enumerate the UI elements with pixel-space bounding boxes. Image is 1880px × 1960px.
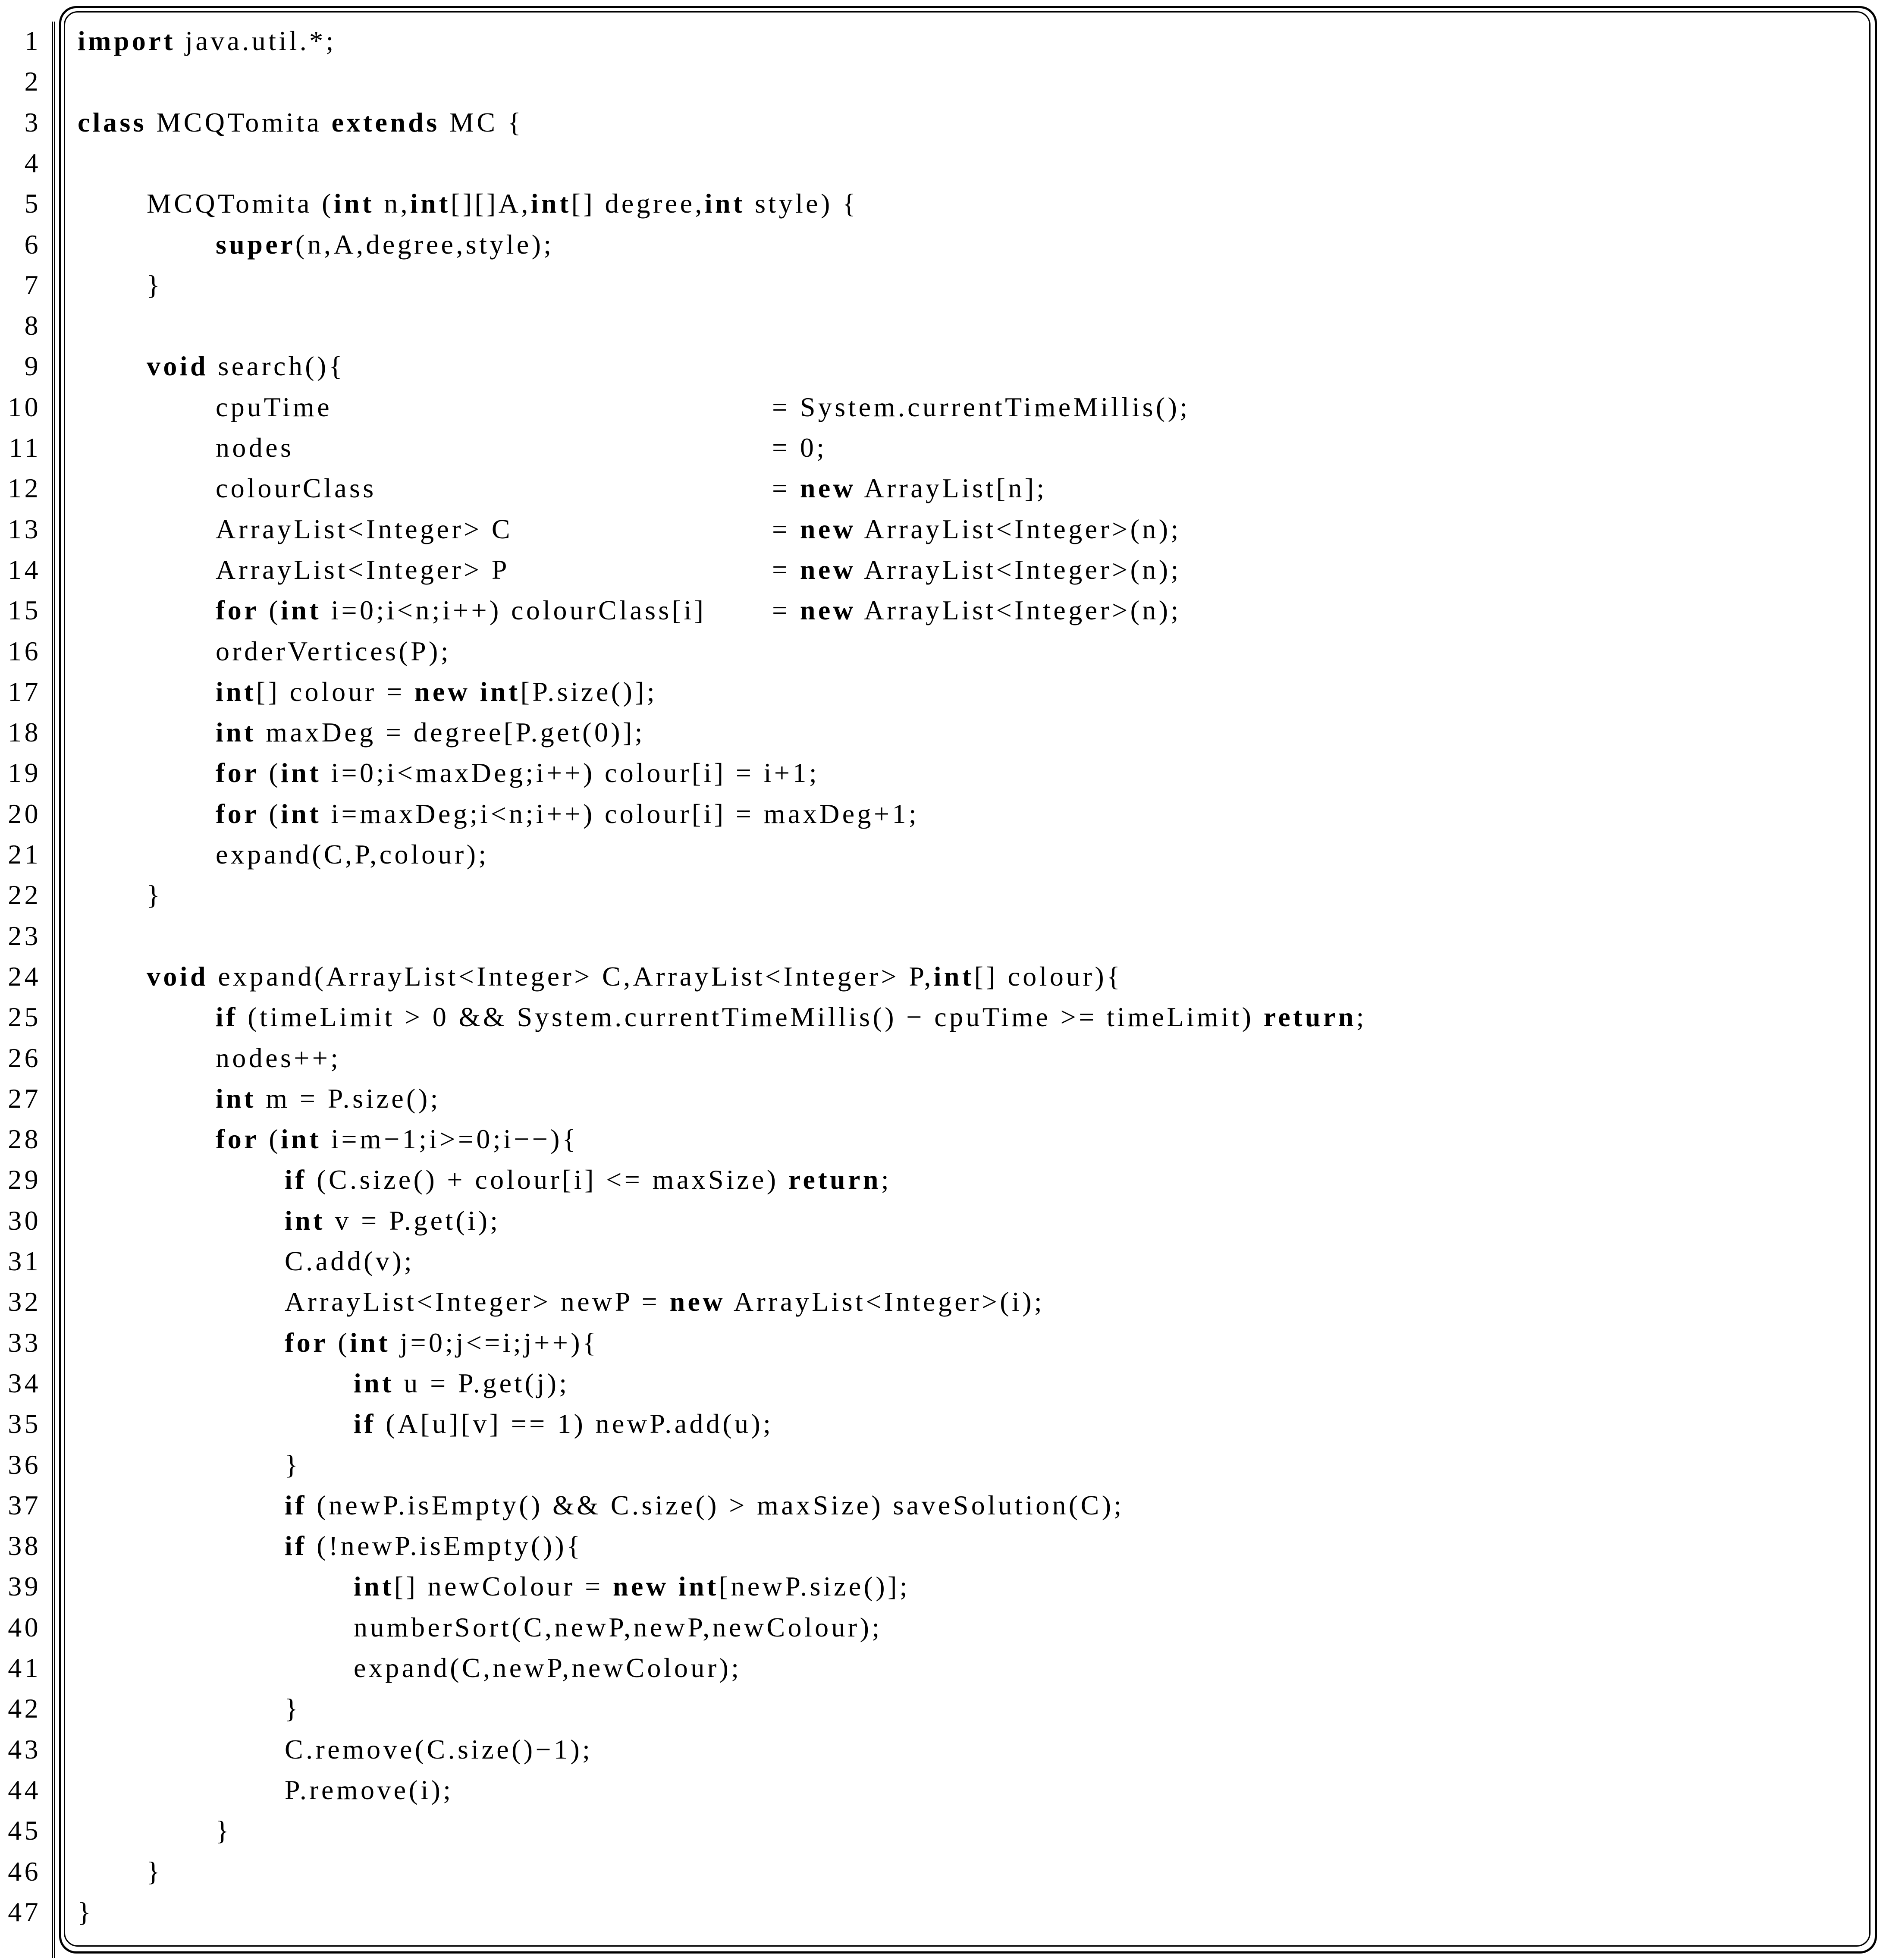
line-number: 15 [8, 595, 41, 626]
code-token: [][]A, [450, 188, 531, 219]
keyword: new [613, 1571, 669, 1602]
keyword: return [788, 1164, 881, 1195]
keyword: new [800, 513, 856, 544]
code-text [354, 1648, 741, 1688]
code-text [285, 1159, 891, 1200]
line-number: 29 [8, 1164, 41, 1195]
code-line [0, 1200, 1880, 1241]
keyword: for [216, 757, 259, 788]
code-token: = [772, 595, 800, 626]
code-token [470, 676, 480, 707]
code-line [0, 834, 1880, 875]
line-number: 7 [24, 269, 41, 300]
line-number: 11 [9, 432, 41, 463]
code-token: P.remove(i); [285, 1774, 454, 1805]
keyword: new [800, 595, 856, 626]
code-line [0, 265, 1880, 305]
line-number: 24 [8, 961, 41, 992]
code-token: MCQTomita [147, 107, 332, 138]
code-line [0, 1770, 1880, 1810]
code-token: i=0;i<n;i++) colourClass[i] [321, 595, 706, 626]
code-line [0, 468, 1880, 509]
code-token: j=0;j<=i;j++){ [390, 1327, 599, 1358]
code-token: ( [259, 1124, 281, 1155]
aligned-assignment [772, 509, 1181, 550]
code-token: ArrayList<Integer>(n); [856, 595, 1181, 626]
keyword: super [216, 229, 295, 260]
code-text [216, 1119, 578, 1159]
line-number: 43 [8, 1734, 41, 1765]
code-token: colourClass [216, 473, 377, 504]
code-token: [] newColour = [394, 1571, 613, 1602]
code-token: C.add(v); [285, 1246, 415, 1276]
line-number: 16 [8, 635, 41, 666]
line-number: 37 [8, 1489, 41, 1520]
line-number: 32 [8, 1286, 41, 1317]
code-token: expand(ArrayList<Integer> C,ArrayList<Integer> P, [208, 961, 934, 992]
code-text [216, 550, 510, 590]
code-token: n, [374, 188, 410, 219]
code-text [216, 387, 332, 427]
line-number: 9 [24, 351, 41, 382]
code-line [0, 1688, 1880, 1729]
code-text [78, 1892, 94, 1932]
code-line [0, 753, 1880, 793]
keyword: int [354, 1367, 394, 1398]
code-token: ; [1356, 1002, 1367, 1033]
code-line [0, 916, 1880, 956]
code-line [0, 224, 1880, 265]
code-text [285, 1688, 301, 1729]
code-text [285, 1200, 500, 1241]
line-number: 33 [8, 1327, 41, 1358]
code-token: numberSort(C,newP,newP,newColour); [354, 1611, 882, 1643]
keyword: if [285, 1164, 307, 1195]
keyword: return [1263, 1002, 1356, 1033]
line-number: 36 [8, 1449, 41, 1480]
code-token: (newP.isEmpty() && C.size() > maxSize) saveSolution(C); [307, 1489, 1124, 1520]
code-text [285, 1770, 453, 1810]
code-line [0, 427, 1880, 468]
code-token: m = P.size(); [256, 1083, 441, 1114]
code-token: } [147, 269, 163, 300]
keyword: int [350, 1327, 390, 1358]
code-text [216, 631, 451, 672]
code-text [147, 875, 163, 915]
keyword: void [147, 351, 208, 382]
keyword: int [410, 188, 451, 219]
code-line [0, 1241, 1880, 1282]
code-text [354, 1607, 882, 1648]
keyword: int [704, 188, 745, 219]
keyword: new [414, 676, 471, 707]
code-token: nodes [216, 432, 294, 463]
code-text [147, 346, 345, 386]
code-line [0, 1038, 1880, 1078]
code-line [0, 1566, 1880, 1607]
code-text [285, 1322, 599, 1363]
line-number: 20 [8, 798, 41, 829]
code-text [216, 224, 554, 265]
keyword: int [216, 1083, 256, 1114]
keyword: for [285, 1327, 328, 1358]
code-token [669, 1571, 678, 1602]
code-line [0, 387, 1880, 427]
keyword: int [530, 188, 571, 219]
line-number: 19 [8, 757, 41, 788]
code-text [216, 997, 1367, 1037]
code-line [0, 305, 1880, 346]
code-token: ArrayList<Integer> P [216, 554, 510, 585]
code-text [354, 1404, 773, 1444]
keyword: int [933, 961, 974, 992]
code-token: ArrayList<Integer>(n); [856, 513, 1181, 544]
aligned-assignment [772, 427, 827, 468]
code-token: ArrayList<Integer> C [216, 513, 513, 544]
code-text [216, 427, 294, 468]
line-number: 40 [8, 1611, 41, 1643]
aligned-assignment [772, 550, 1181, 590]
keyword: int [281, 1124, 321, 1155]
code-text [216, 1810, 232, 1851]
keyword: if [354, 1408, 376, 1439]
line-number: 17 [8, 676, 41, 707]
line-number: 23 [8, 920, 41, 951]
code-line [0, 102, 1880, 143]
line-number: 39 [8, 1571, 41, 1602]
code-line [0, 143, 1880, 183]
code-text [354, 1363, 569, 1404]
code-line [0, 1729, 1880, 1770]
code-token: java.util.*; [175, 25, 336, 56]
line-number: 42 [8, 1693, 41, 1724]
code-token: (n,A,degree,style); [295, 229, 554, 260]
keyword: int [354, 1571, 394, 1602]
code-line [0, 183, 1880, 224]
code-token: = 0; [772, 432, 827, 463]
line-number: 18 [8, 717, 41, 748]
code-token: } [147, 879, 163, 911]
code-text [216, 753, 819, 793]
code-token: = System.currentTimeMillis(); [772, 391, 1190, 422]
code-token: expand(C,newP,newColour); [354, 1652, 742, 1683]
line-number: 30 [8, 1205, 41, 1236]
code-line [0, 672, 1880, 712]
code-line [0, 21, 1880, 61]
code-text [147, 1851, 163, 1892]
code-token: maxDeg = degree[P.get(0)]; [256, 717, 645, 748]
code-line [0, 1892, 1880, 1932]
line-number: 6 [24, 229, 41, 260]
aligned-assignment [772, 590, 1181, 631]
keyword: int [281, 595, 321, 626]
code-text [216, 468, 377, 509]
code-line [0, 1810, 1880, 1851]
code-text [78, 21, 336, 61]
code-text [285, 1282, 1045, 1322]
line-number: 41 [8, 1652, 41, 1683]
code-line [0, 1322, 1880, 1363]
line-number: 46 [8, 1856, 41, 1887]
code-token: [P.size()]; [520, 676, 658, 707]
code-token: ArrayList<Integer>(n); [856, 554, 1181, 585]
code-line [0, 1078, 1880, 1119]
code-text [216, 794, 919, 834]
code-token: = [772, 554, 800, 585]
line-number: 12 [8, 473, 41, 504]
code-line [0, 1851, 1880, 1892]
line-number: 8 [24, 310, 41, 341]
code-text [216, 834, 489, 875]
code-line [0, 875, 1880, 915]
code-line [0, 590, 1880, 631]
line-number: 5 [24, 188, 41, 219]
code-token: ; [881, 1164, 892, 1195]
code-token: (A[u][v] == 1) newP.add(u); [376, 1408, 774, 1439]
code-token: } [78, 1896, 94, 1927]
code-line [0, 1159, 1880, 1200]
code-text [285, 1445, 301, 1485]
code-token: [] colour = [256, 676, 414, 707]
keyword: int [480, 676, 521, 707]
code-text [216, 1078, 441, 1119]
code-token: orderVertices(P); [216, 635, 451, 666]
code-token: i=m−1;i>=0;i−−){ [321, 1124, 579, 1155]
line-number: 34 [8, 1367, 41, 1398]
line-number: 44 [8, 1774, 41, 1805]
code-token: [newP.size()]; [719, 1571, 910, 1602]
code-token: u = P.get(j); [394, 1367, 570, 1398]
keyword: new [669, 1286, 725, 1317]
code-text [285, 1526, 583, 1566]
line-number: 14 [8, 554, 41, 585]
code-token: ArrayList[n]; [856, 473, 1047, 504]
code-line [0, 712, 1880, 753]
code-token: } [216, 1815, 232, 1846]
line-number: 47 [8, 1896, 41, 1927]
line-number: 1 [24, 25, 41, 56]
code-token: cpuTime [216, 391, 333, 422]
code-token: MC { [439, 107, 524, 138]
line-number: 25 [8, 1002, 41, 1033]
line-number: 27 [8, 1083, 41, 1114]
code-line [0, 346, 1880, 386]
line-number: 26 [8, 1042, 41, 1073]
code-token: ArrayList<Integer> newP = [285, 1286, 670, 1317]
keyword: import [78, 25, 176, 56]
keyword: int [216, 676, 256, 707]
keyword: new [800, 554, 856, 585]
line-number: 45 [8, 1815, 41, 1846]
line-number: 38 [8, 1530, 41, 1561]
keyword: for [216, 595, 259, 626]
code-token: } [147, 1856, 163, 1887]
code-text [216, 712, 645, 753]
aligned-assignment [772, 387, 1190, 427]
code-text [147, 956, 1123, 997]
code-line [0, 1404, 1880, 1444]
code-text [216, 1038, 341, 1078]
line-number: 4 [24, 147, 41, 178]
code-token: } [285, 1693, 301, 1724]
keyword: int [678, 1571, 719, 1602]
code-line [0, 1445, 1880, 1485]
code-token: [] colour){ [974, 961, 1123, 992]
line-number: 35 [8, 1408, 41, 1439]
code-text [285, 1729, 593, 1770]
code-token: } [285, 1449, 301, 1480]
keyword: new [800, 473, 856, 504]
code-text [78, 102, 524, 143]
code-token: i=maxDeg;i<n;i++) colour[i] = maxDeg+1; [321, 798, 920, 829]
code-line [0, 1119, 1880, 1159]
keyword: if [285, 1530, 307, 1561]
code-text [285, 1241, 414, 1282]
line-number: 3 [24, 107, 41, 138]
code-token: style) { [745, 188, 859, 219]
code-token: ( [328, 1327, 350, 1358]
code-token: = [772, 473, 800, 504]
keyword: void [147, 961, 208, 992]
line-number: 2 [24, 66, 41, 97]
code-line [0, 1485, 1880, 1526]
keyword: int [281, 798, 321, 829]
keyword: class [78, 107, 147, 138]
line-number: 31 [8, 1246, 41, 1276]
code-token: nodes++; [216, 1042, 341, 1073]
code-text [216, 509, 513, 550]
keyword: if [216, 1002, 238, 1033]
code-token: ( [259, 595, 281, 626]
line-number: 28 [8, 1124, 41, 1155]
keyword: extends [331, 107, 440, 138]
code-line [0, 1363, 1880, 1404]
code-text [285, 1485, 1124, 1526]
code-line [0, 631, 1880, 672]
code-token: (!newP.isEmpty()){ [307, 1530, 583, 1561]
code-token: (C.size() + colour[i] <= maxSize) [307, 1164, 788, 1195]
code-token: search(){ [208, 351, 345, 382]
keyword: if [285, 1489, 307, 1520]
line-number: 10 [8, 391, 41, 422]
code-line [0, 1526, 1880, 1566]
code-line [0, 956, 1880, 997]
code-token: [] degree, [571, 188, 705, 219]
code-text [216, 672, 657, 712]
code-line [0, 1648, 1880, 1688]
keyword: for [216, 798, 259, 829]
code-token: MCQTomita ( [147, 188, 334, 219]
code-line [0, 997, 1880, 1037]
line-number: 13 [8, 513, 41, 544]
code-token: C.remove(C.size()−1); [285, 1734, 593, 1765]
line-number: 21 [8, 839, 41, 870]
code-line [0, 794, 1880, 834]
keyword: int [285, 1205, 325, 1236]
code-token: (timeLimit > 0 && System.currentTimeMillis() − cpuTime >= timeLimit) [238, 1002, 1264, 1033]
keyword: int [333, 188, 374, 219]
code-token: = [772, 513, 800, 544]
keyword: int [281, 757, 321, 788]
code-text [147, 265, 163, 305]
code-line [0, 509, 1880, 550]
code-token: ( [259, 757, 281, 788]
code-text [216, 590, 706, 631]
code-token: v = P.get(i); [325, 1205, 501, 1236]
code-text [354, 1566, 910, 1607]
line-number: 22 [8, 879, 41, 911]
code-token: i=0;i<maxDeg;i++) colour[i] = i+1; [321, 757, 819, 788]
aligned-assignment [772, 468, 1047, 509]
code-line [0, 1282, 1880, 1322]
code-token: ( [259, 798, 281, 829]
code-token: expand(C,P,colour); [216, 839, 489, 870]
code-line [0, 550, 1880, 590]
code-line [0, 1607, 1880, 1648]
code-text [147, 183, 858, 224]
keyword: for [216, 1124, 259, 1155]
code-token: ArrayList<Integer>(i); [725, 1286, 1045, 1317]
code-line [0, 61, 1880, 102]
keyword: int [216, 717, 256, 748]
